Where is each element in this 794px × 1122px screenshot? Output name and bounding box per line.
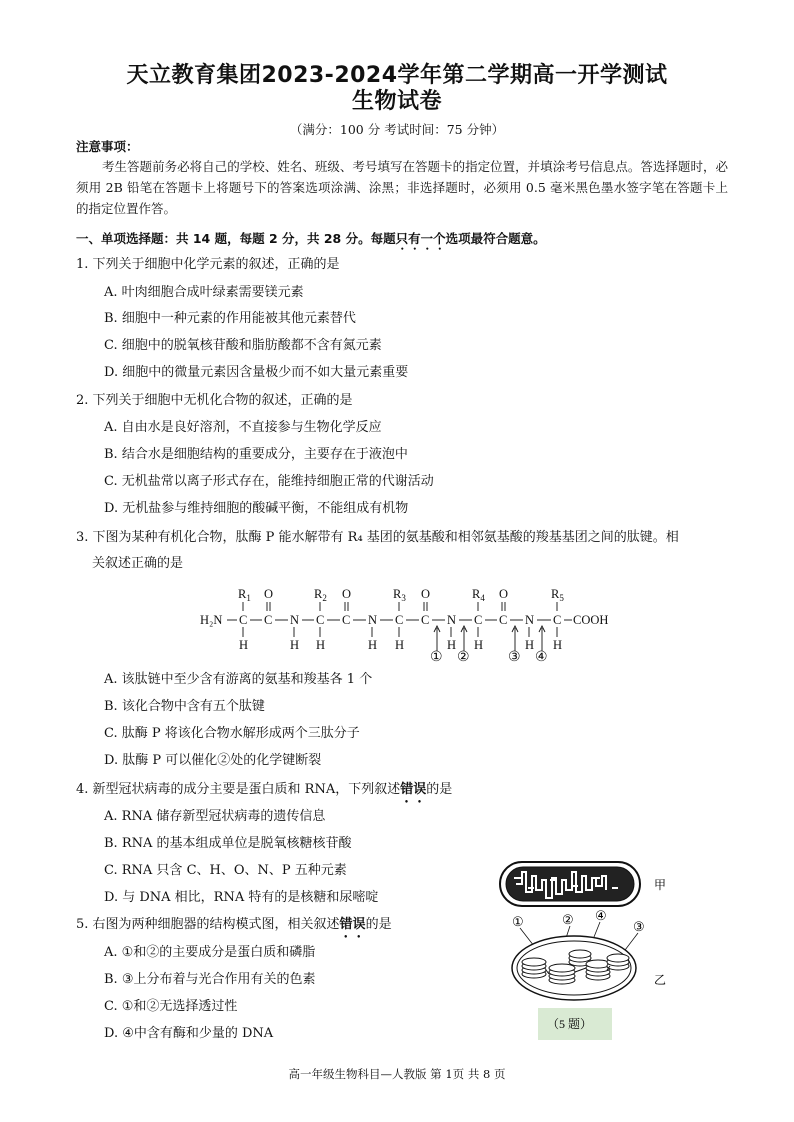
amide-n-4: N xyxy=(525,613,535,627)
r-group-2: $R_2$ xyxy=(314,587,327,603)
question-5-option-a: A. ①和②的主要成分是蛋白质和磷脂 xyxy=(104,945,316,960)
question-4-option-b: B. RNA 的基本组成单位是脱氧核糖核苷酸 xyxy=(104,836,352,851)
question-5-stem-suffix: 的是 xyxy=(365,917,392,932)
question-4-option-a: A. RNA 储存新型冠状病毒的遗传信息 xyxy=(104,809,326,824)
question-3-option-c: C. 肽酶 P 将该化合物水解形成两个三肽分子 xyxy=(104,726,360,741)
question-4-stem xyxy=(76,779,452,806)
h-atom-1: H xyxy=(239,638,249,652)
carbonyl-c-2: C xyxy=(342,613,351,627)
question-1-option-b: B. 细胞中一种元素的作用能被其他元素替代 xyxy=(104,311,356,326)
question-2-option-c: C. 无机盐常以离子形式存在，能维持细胞正常的代谢活动 xyxy=(104,474,434,489)
figure-label-4: ④ xyxy=(595,908,607,923)
figure-label-2: ② xyxy=(562,912,574,927)
amide-n-3: N xyxy=(447,613,457,627)
h-atom-3: H xyxy=(395,638,405,652)
question-5-stem xyxy=(76,914,392,941)
marker-3: ③ xyxy=(508,650,521,665)
h-atom-4: H xyxy=(474,638,484,652)
amide-h-1: H xyxy=(290,638,300,652)
carbonyl-c-3: C xyxy=(421,613,430,627)
exam-title-line1: 天立教育集团2023-2024学年第二学期高一开学测试 xyxy=(126,63,668,88)
question-3-option-a: A. 该肽链中至少含有游离的氨基和羧基各 1 个 xyxy=(104,672,373,687)
amide-n-1: N xyxy=(290,613,300,627)
marker-4: ④ xyxy=(535,650,548,665)
question-4-stem-prefix: 4. 新型冠状病毒的成分主要是蛋白质和 RNA，下列叙述 xyxy=(76,782,401,797)
carbonyl-o-1: O xyxy=(264,587,274,601)
r-group-3: $R_3$ xyxy=(393,587,406,603)
label-yi: 乙 xyxy=(654,973,667,987)
carbonyl-o-3: O xyxy=(421,587,431,601)
alpha-carbon-2: C xyxy=(316,613,325,627)
carbonyl-o-4: O xyxy=(499,587,509,601)
mitochondrion-diagram xyxy=(500,862,640,906)
h-atom-5: H xyxy=(553,638,563,652)
section1-heading xyxy=(76,228,546,253)
question-4-emphasis: 错误 xyxy=(400,782,427,797)
question-5-option-d: D. ④中含有酶和少量的 DNA xyxy=(104,1026,274,1041)
organelle-figure xyxy=(492,856,682,1046)
question-1-stem: 1. 下列关于细胞中化学元素的叙述，正确的是 xyxy=(76,257,340,272)
carbonyl-c-4: C xyxy=(499,613,508,627)
chloroplast-diagram xyxy=(512,936,636,1000)
marker-2: ② xyxy=(457,650,470,665)
n-terminus-label: H₂N xyxy=(200,613,223,627)
alpha-carbon-5: C xyxy=(553,613,562,627)
question-5-emphasis: 错误 xyxy=(339,917,366,932)
section1-suffix: 选项最符合题意。 xyxy=(445,231,546,246)
notice-heading: 注意事项： xyxy=(76,139,139,154)
question-4-stem-suffix: 的是 xyxy=(426,782,453,797)
question-1-option-a: A. 叶肉细胞合成叶绿素需要镁元素 xyxy=(104,285,304,300)
r-group-5: $R_5$ xyxy=(551,587,564,603)
alpha-carbon-1: C xyxy=(239,613,248,627)
question-5-option-b: B. ③上分布着与光合作用有关的色素 xyxy=(104,972,316,987)
question-4-option-d: D. 与 DNA 相比，RNA 特有的是核糖和尿嘧啶 xyxy=(104,890,379,905)
amide-h-3: H xyxy=(447,638,457,652)
exam-title-line2: 生物试卷 xyxy=(351,89,442,114)
c-terminus-label: COOH xyxy=(573,613,609,627)
question-3-option-d: D. 肽酶 P 可以催化②处的化学键断裂 xyxy=(104,753,322,768)
figure-caption: （5 题） xyxy=(547,1017,593,1031)
question-4-option-c: C. RNA 只含 C、H、O、N、P 五种元素 xyxy=(104,863,347,878)
question-2-stem: 2. 下列关于细胞中无机化合物的叙述，正确的是 xyxy=(76,393,353,408)
score-time-info: （满分：100 分 考试时间：75 分钟） xyxy=(289,122,505,137)
figure-label-3: ③ xyxy=(633,919,645,934)
alpha-carbon-3: C xyxy=(395,613,404,627)
alpha-carbon-4: C xyxy=(474,613,483,627)
h-atom-2: H xyxy=(316,638,326,652)
amide-h-4: H xyxy=(525,638,535,652)
question-2-option-d: D. 无机盐参与维持细胞的酸碱平衡，不能组成有机物 xyxy=(104,501,409,516)
amide-h-2: H xyxy=(368,638,378,652)
question-3-option-b: B. 该化合物中含有五个肽键 xyxy=(104,699,265,714)
carbonyl-o-2: O xyxy=(342,587,352,601)
r-group-4: $R_4$ xyxy=(472,587,485,603)
amide-n-2: N xyxy=(368,613,378,627)
question-5-stem-prefix: 5. 右图为两种细胞器的结构模式图，相关叙述 xyxy=(76,917,340,932)
notice-body: 考生答题前务必将自己的学校、姓名、班级、考号填写在答题卡的指定位置，并填涂考号信息点。答选择题时，必须用 2B 铅笔在答题卡上将题号下的答案选项涂满、涂黑；非选择题时，必须用 0.5 毫米黑色墨水签字笔在答题卡上的指定位置作答。 xyxy=(76,159,728,216)
page-footer: 高一年级生物科目—人教版 第 1页 共 8 页 xyxy=(288,1067,506,1081)
question-3-stem-line1: 3. 下图为某种有机化合物，肽酶 P 能水解带有 R₄ 基团的氨基酸和相邻氨基酸的羧基基团之间的肽键。相 xyxy=(76,530,679,545)
figure-label-1: ① xyxy=(512,914,524,929)
question-3-stem-line2: 关叙述正确的是 xyxy=(92,556,184,571)
section1-prefix: 一、单项选择题：共 14 题，每题 2 分，共 28 分。每题 xyxy=(76,231,396,246)
section1-emphasis: 只有一个 xyxy=(395,231,446,246)
peptide-structure-diagram xyxy=(196,583,636,665)
label-jia: 甲 xyxy=(654,878,667,892)
marker-1: ① xyxy=(430,650,443,665)
r-group-1: $R_1$ xyxy=(238,587,251,603)
question-1-option-d: D. 细胞中的微量元素因含量极少而不如大量元素重要 xyxy=(104,365,409,380)
question-5-option-c: C. ①和②无选择透过性 xyxy=(104,999,238,1014)
question-2-option-b: B. 结合水是细胞结构的重要成分，主要存在于液泡中 xyxy=(104,447,408,462)
question-1-option-c: C. 细胞中的脱氧核苷酸和脂肪酸都不含有氮元素 xyxy=(104,338,382,353)
carbonyl-c-1: C xyxy=(264,613,273,627)
question-2-option-a: A. 自由水是良好溶剂，不直接参与生物化学反应 xyxy=(104,420,382,435)
